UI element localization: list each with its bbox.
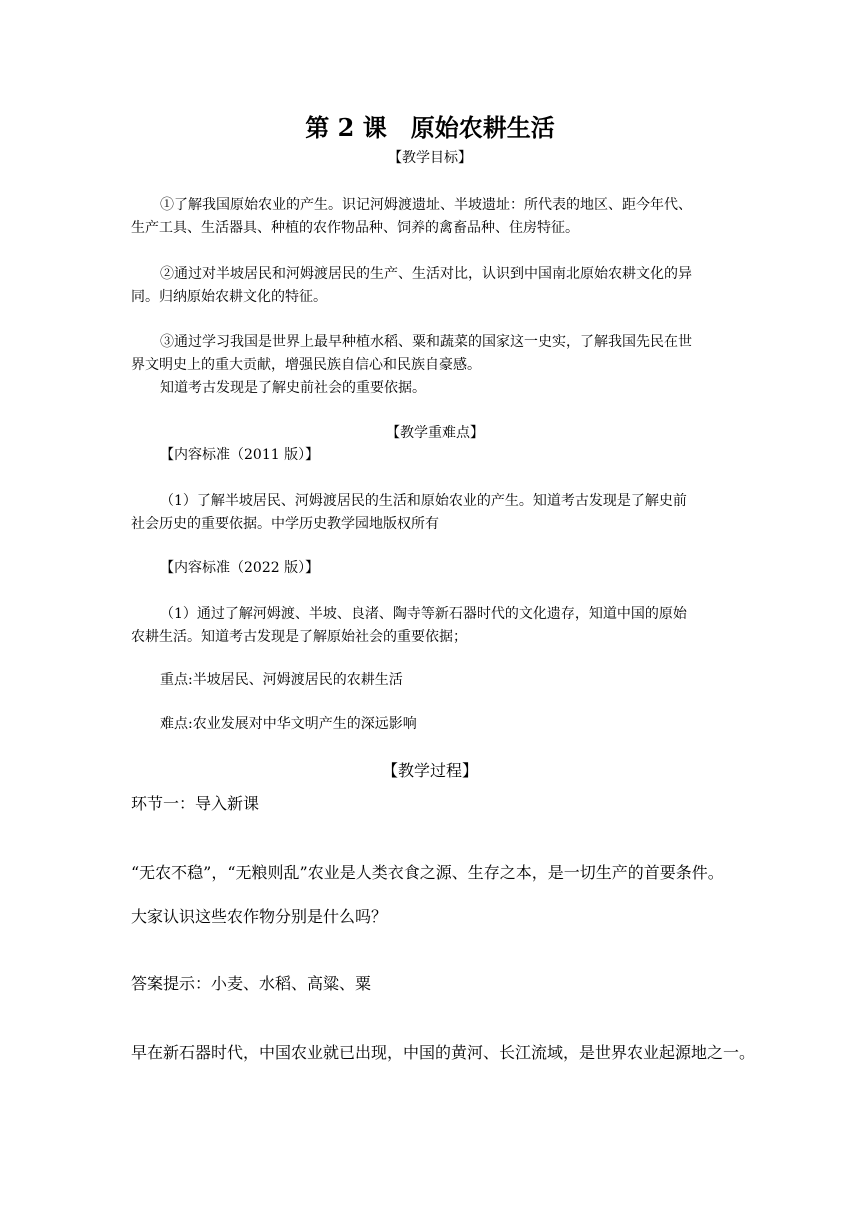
objective-2-line-1: ②通过对半坡居民和河姆渡居民的生产、生活对比，认识到中国南北原始农耕文化的异 [160,266,692,282]
objective-1-line-1: ①了解我国原始农业的产生。识记河姆渡遗址、半坡遗址：所代表的地区、距今年代、 [160,197,692,213]
standard-2011-line-1: （1）了解半坡居民、河姆渡居民的生活和原始农业的产生。知道考古发现是了解史前 [160,493,687,509]
key-points-heading: 【教学重难点】 [386,425,484,441]
standard-2022-line-2: 农耕生活。知道考古发现是了解原始社会的重要依据； [131,629,467,645]
lesson-title: 第 2 课 原始农耕生活 [305,113,555,142]
objective-1-line-2: 生产工具、生活器具、种植的农作物品种、饲养的禽畜品种、住房特征。 [131,220,579,236]
objective-3-line-2: 界文明史上的重大贡献，增强民族自信心和民族自豪感。 [131,357,481,373]
conclusion-paragraph: 早在新石器时代，中国农业就已出现，中国的黄河、长江流域，是世界农业起源地之一。 [131,1043,756,1062]
process-heading: 【教学过程】 [381,761,478,780]
step-1-label: 环节一：导入新课 [131,794,260,813]
standard-2011-label: 【内容标准（2011 版）】 [160,447,320,463]
standard-2022-line-1: （1）通过了解河姆渡、半坡、良渚、陶寺等新石器时代的文化遗存，知道中国的原始 [160,606,687,622]
focus-point: 重点:半坡居民、河姆渡居民的农耕生活 [160,672,403,688]
objective-4: 知道考古发现是了解史前社会的重要依据。 [160,380,426,396]
difficulty-point: 难点:农业发展对中华文明产生的深远影响 [160,716,417,732]
question-paragraph: 大家认识这些农作物分别是什么吗？ [131,907,388,926]
answer-hint: 答案提示：小麦、水稻、高粱、粟 [131,974,372,993]
objectives-heading: 【教学目标】 [388,150,472,166]
standard-2022-label: 【内容标准（2022 版）】 [160,560,320,576]
standard-2011-line-2: 社会历史的重要依据。中学历史教学园地版权所有 [131,516,439,532]
objective-2-line-2: 同。归纳原始农耕文化的特征。 [131,289,327,305]
intro-paragraph: “无农不稳”，“无粮则乱”农业是人类衣食之源、生存之本，是一切生产的首要条件。 [131,863,724,882]
objective-3-line-1: ③通过学习我国是世界上最早种植水稻、粟和蔬菜的国家这一史实，了解我国先民在世 [160,334,692,350]
